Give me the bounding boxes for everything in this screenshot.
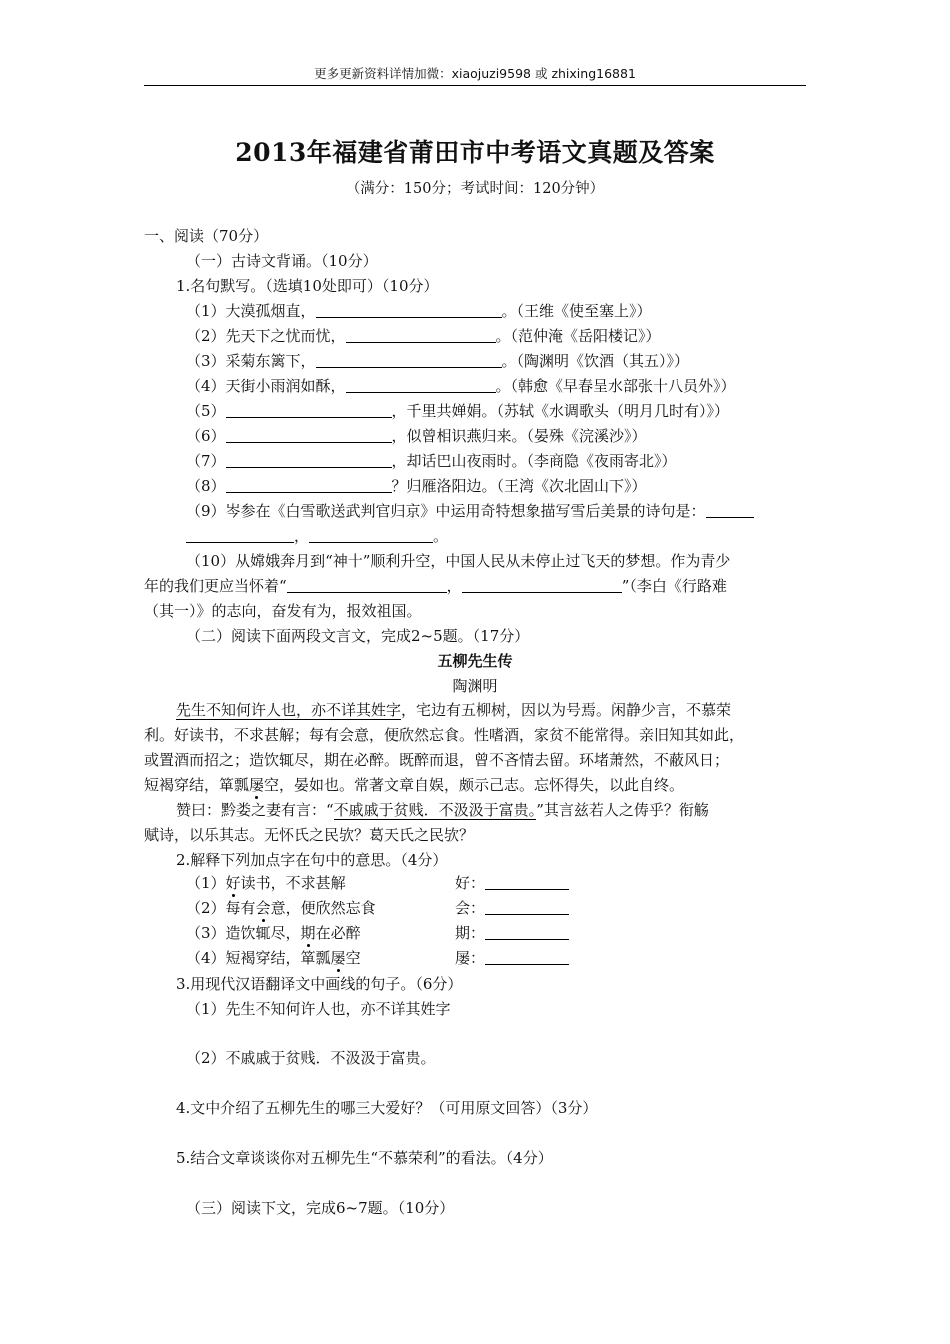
passage-line-3: 或置酒而招之；造饮辄尽，期在必醉。既醉而退，曾不吝情去留。环堵萧然，不蔽风日； <box>144 751 730 769</box>
item-number: （8） <box>186 477 226 495</box>
recite-item-7 <box>186 451 677 471</box>
item-text: （4）天街小雨润如酥， <box>186 377 346 395</box>
item-text: （1）大漠孤烟直， <box>186 302 316 320</box>
answer-label: 好： <box>455 874 486 892</box>
answer-blank[interactable] <box>346 326 496 343</box>
answer-blank[interactable] <box>287 576 447 593</box>
answer-label: 屡： <box>455 949 486 967</box>
question4: 4.文中介绍了五柳先生的哪三大爱好？（可用原文回答）（3分） <box>176 1099 598 1117</box>
dotted-char: 期 <box>300 924 316 942</box>
answer-blank[interactable] <box>309 526 433 543</box>
recite-item-10-line3: （其一）》的志向，奋发有为，报效祖国。 <box>144 602 422 620</box>
item-text: （2）每有 <box>186 899 256 917</box>
item-number: （7） <box>186 452 226 470</box>
item-source: 。（韩愈《早春呈水部张十八员外》） <box>495 377 736 395</box>
answer-blank[interactable] <box>226 476 392 493</box>
item-number: （5） <box>186 402 226 420</box>
recite-item-10-line2 <box>144 576 727 596</box>
answer-blank[interactable] <box>485 873 569 890</box>
answer-blank[interactable] <box>346 376 496 393</box>
answer-label: 会： <box>455 899 486 917</box>
answer-blank[interactable] <box>485 898 569 915</box>
answer-blank[interactable] <box>485 923 569 940</box>
question2: 2.解释下列加点字在句中的意思。（4分） <box>176 851 448 869</box>
recite-item-1 <box>186 301 652 321</box>
item-source: 。（范仲淹《岳阳楼记》） <box>495 327 661 345</box>
question3: 3.用现代汉语翻译文中画线的句子。（6分） <box>176 975 463 993</box>
dotted-char: 屡 <box>330 949 346 967</box>
answer-blank[interactable] <box>462 576 622 593</box>
passage-zan-line-2: 赋诗，以乐其志。无怀氏之民欤？葛天氏之民欤？ <box>144 826 475 844</box>
q2-answer-2 <box>455 898 569 918</box>
recite-item-2 <box>186 326 661 346</box>
exam-subtitle: （满分：150分；考试时间：120分钟） <box>345 181 605 197</box>
passage-text: 短褐穿结，箪瓢 <box>144 776 250 794</box>
dotted-char: 屡 <box>249 776 265 794</box>
q2-answer-4 <box>455 948 569 968</box>
item-source: 。（王维《使至塞上》） <box>501 302 652 320</box>
recite-item-10: （10）从嫦娥奔月到“神十”顺利升空，中国人民从未停止过飞天的梦想。作为青少 <box>186 552 731 570</box>
recite-item-3 <box>186 351 689 371</box>
recite-item-9-cont <box>186 526 448 546</box>
item-text: 在必醉 <box>315 924 361 942</box>
q2-answer-3 <box>455 923 569 943</box>
passage-line-2: 利。好读书，不求甚解；每有会意，便欣然忘食。性嗜酒，家贫不能常得。亲旧知其如此， <box>144 726 745 744</box>
question1: 1.名句默写。（选填10处即可）（10分） <box>176 277 439 295</box>
underlined-sentence: 不戚戚于贫贱．不汲汲于富贵。 <box>333 801 537 819</box>
answer-blank[interactable] <box>226 451 392 468</box>
passage-text: ”其言兹若人之俦乎？衔觞 <box>536 801 709 819</box>
q2-item-2 <box>186 898 376 918</box>
item-text: （4）短褐穿结，箪瓢 <box>186 949 331 967</box>
q3-item-2: （2）不戚戚于贫贱．不汲汲于富贵。 <box>186 1049 436 1067</box>
item-text: ，似曾相识燕归来。（晏殊《浣溪沙》） <box>391 427 647 445</box>
recite-item-6 <box>186 426 647 446</box>
answer-blank[interactable] <box>485 948 569 965</box>
answer-blank[interactable] <box>316 351 502 368</box>
recite-item-9 <box>186 501 754 521</box>
section1-heading: （一）古诗文背诵。（10分） <box>186 252 378 270</box>
part1-heading: 一、阅读（70分） <box>144 227 269 245</box>
header-divider <box>144 85 806 86</box>
item-text: （9）岑参在《白雪歌送武判官归京》中运用奇特想象描写雪后美景的诗句是： <box>186 502 706 520</box>
item-text: 年的我们更应当怀着“ <box>144 577 287 595</box>
passage-zan-line-1 <box>176 800 709 820</box>
punct: ， <box>446 577 462 595</box>
answer-blank[interactable] <box>226 426 392 443</box>
item-text: 意，便欣然忘食 <box>270 899 376 917</box>
question5: 5.结合文章谈谈你对五柳先生“不慕荣利”的看法。（4分） <box>176 1149 553 1167</box>
punct: ， <box>294 527 310 545</box>
exam-title: 2013年福建省莆田市中考语文真题及答案 <box>235 138 715 167</box>
answer-label: 期： <box>455 924 486 942</box>
item-text: 空 <box>345 949 361 967</box>
q2-item-3 <box>186 923 361 943</box>
q2-answer-1 <box>455 873 569 893</box>
item-text: ，却话巴山夜雨时。（李商隐《夜雨寄北》） <box>391 452 677 470</box>
answer-blank[interactable] <box>706 501 754 518</box>
passage-line-4 <box>144 775 684 795</box>
item-text: （1） <box>186 874 226 892</box>
item-text: （3）造饮辄尽， <box>186 924 301 942</box>
item-text: （2）先天下之忧而忧， <box>186 327 346 345</box>
answer-blank[interactable] <box>226 401 392 418</box>
underlined-sentence: 先生不知何许人也，亦不详其姓字 <box>176 701 402 719</box>
passage-text: ，宅边有五柳树，因以为号焉。闲静少言，不慕荣 <box>401 701 732 719</box>
passage-text: 空，晏如也。常著文章自娱，颇示己志。忘怀得失，以此自终。 <box>264 776 685 794</box>
q3-item-1: （1）先生不知何许人也，亦不详其姓字 <box>186 1000 451 1018</box>
item-text: （3）采菊东篱下， <box>186 352 316 370</box>
answer-blank[interactable] <box>186 526 294 543</box>
recite-item-5 <box>186 401 729 421</box>
recite-item-8 <box>186 476 647 496</box>
item-source: ”（李白《行路难 <box>621 577 727 595</box>
section2-heading: （二）阅读下面两段文言文，完成2~5题。（17分） <box>186 627 530 645</box>
passage-text: 赞曰：黔娄之妻有言：“ <box>176 801 334 819</box>
item-text: 读书，不求甚解 <box>240 874 346 892</box>
section3-heading: （三）阅读下文，完成6~7题。（10分） <box>186 1199 455 1217</box>
answer-blank[interactable] <box>316 301 502 318</box>
q2-item-4 <box>186 948 361 968</box>
recite-item-4 <box>186 376 736 396</box>
item-source: 。（陶渊明《饮酒（其五）》） <box>501 352 690 370</box>
page-header: 更多更新资料详情加微：xiaojuzi9598 或 zhixing16881 <box>314 66 636 81</box>
passage-title: 五柳先生传 <box>437 652 513 670</box>
q2-item-1 <box>186 873 346 893</box>
passage-line-1 <box>176 700 731 720</box>
item-number: （6） <box>186 427 226 445</box>
dotted-char: 好 <box>225 874 241 892</box>
passage-author: 陶渊明 <box>452 677 498 695</box>
item-text: ，千里共婵娟。（苏轼《水调歌头（明月几时有）》） <box>391 402 730 420</box>
dotted-char: 会 <box>255 899 271 917</box>
punct: 。 <box>433 527 449 545</box>
item-text: ？归雁洛阳边。（王湾《次北固山下》） <box>391 477 647 495</box>
